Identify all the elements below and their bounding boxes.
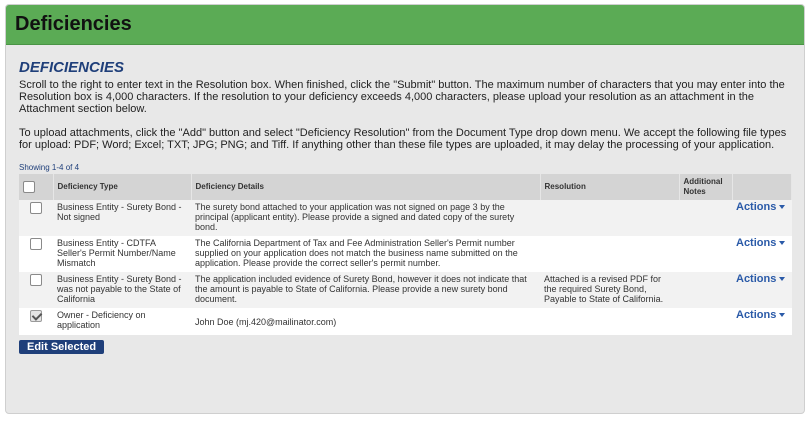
instructions-resolution: Scroll to the right to enter text in the Resolution box. When finished, click the "Submit" button. The maximum number of characters that you may enter into the Resolution box is 4,000 characters. If the resolution to your deficiency exceeds 4,000 characters, please upload your resolution as an attachment in the Attachment section below. xyxy=(19,79,785,115)
select-all-cell xyxy=(19,174,53,200)
cell-type: Business Entity - CDTFA Seller's Permit Number/Name Mismatch xyxy=(57,238,176,268)
actions-menu[interactable] xyxy=(736,273,785,285)
caret-down-icon xyxy=(779,241,785,245)
section-title: DEFICIENCIES xyxy=(19,59,125,76)
cell-notes[interactable] xyxy=(679,272,732,308)
cell-type: Owner - Deficiency on application xyxy=(57,310,146,330)
row-checkbox[interactable] xyxy=(30,274,42,286)
column-header-type[interactable]: Deficiency Type xyxy=(53,174,191,200)
panel-content xyxy=(6,45,804,355)
cell-notes[interactable] xyxy=(679,236,732,272)
actions-cell xyxy=(732,236,792,272)
cell-details: John Doe (mj.420@mailinator.com) xyxy=(195,316,337,327)
deficiencies-table xyxy=(19,174,792,335)
instructions-attachments: To upload attachments, click the "Add" button and select "Deficiency Resolution" from the Document Type drop down menu. We accept the following file types for upload: PDF; Word; Excel; TXT; JPG; PNG; and Tiff. If anything other than these file types are uploaded, it may delay the processing of your application. xyxy=(19,127,787,151)
actions-cell xyxy=(732,272,792,308)
row-checkbox-cell xyxy=(19,308,53,335)
actions-cell xyxy=(732,308,792,335)
row-checkbox[interactable] xyxy=(30,202,42,214)
table-row xyxy=(19,308,792,335)
panel-header xyxy=(6,5,804,45)
cell-details: The surety bond attached to your application was not signed on page 3 by the principal (applicant entity). Please provide a signed and dated copy of the surety bond. xyxy=(195,202,515,232)
cell-resolution[interactable] xyxy=(540,308,679,335)
table-row xyxy=(19,200,792,236)
caret-down-icon xyxy=(779,313,785,317)
table-header-row xyxy=(19,174,792,200)
caret-down-icon xyxy=(779,205,785,209)
edit-selected-button[interactable]: Edit Selected xyxy=(19,340,104,354)
cell-notes[interactable] xyxy=(679,308,732,335)
cell-resolution[interactable]: Attached is a revised PDF for the required Surety Bond, Payable to State of California. xyxy=(544,274,664,304)
cell-resolution[interactable] xyxy=(540,200,679,236)
column-header-resolution[interactable]: Resolution xyxy=(540,174,679,200)
cell-resolution[interactable] xyxy=(540,236,679,272)
row-checkbox-checked[interactable] xyxy=(30,310,42,322)
actions-menu[interactable] xyxy=(736,309,785,321)
row-checkbox-cell xyxy=(19,272,53,308)
column-header-details[interactable]: Deficiency Details xyxy=(191,174,540,200)
cell-type: Business Entity - Surety Bond - Not signed xyxy=(57,202,182,222)
results-count: Showing 1-4 of 4 xyxy=(19,163,80,172)
select-all-checkbox[interactable] xyxy=(23,181,35,193)
cell-details: The application included evidence of Surety Bond, however it does not indicate that the amount is payable to State of California. Please provide a new surety bond document. xyxy=(195,274,527,304)
actions-label: Actions xyxy=(736,273,777,285)
row-checkbox-cell xyxy=(19,236,53,272)
actions-menu[interactable] xyxy=(736,201,785,213)
page-title: Deficiencies xyxy=(15,13,132,35)
row-checkbox[interactable] xyxy=(30,238,42,250)
cell-details: The California Department of Tax and Fee Administration Seller's Permit number supplied on your application does not match the business name submitted on the application. Please provide the correct seller's permit number. xyxy=(195,238,518,268)
deficiencies-panel xyxy=(5,4,805,414)
actions-menu[interactable] xyxy=(736,237,785,249)
actions-label: Actions xyxy=(736,237,777,249)
column-header-actions xyxy=(732,174,792,200)
actions-label: Actions xyxy=(736,201,777,213)
column-header-notes[interactable]: Additional Notes xyxy=(679,174,732,200)
table-row xyxy=(19,272,792,308)
actions-label: Actions xyxy=(736,309,777,321)
table-row xyxy=(19,236,792,272)
caret-down-icon xyxy=(779,277,785,281)
cell-notes[interactable] xyxy=(679,200,732,236)
row-checkbox-cell xyxy=(19,200,53,236)
actions-cell xyxy=(732,200,792,236)
cell-type: Business Entity - Surety Bond - was not payable to the State of California xyxy=(57,274,182,304)
